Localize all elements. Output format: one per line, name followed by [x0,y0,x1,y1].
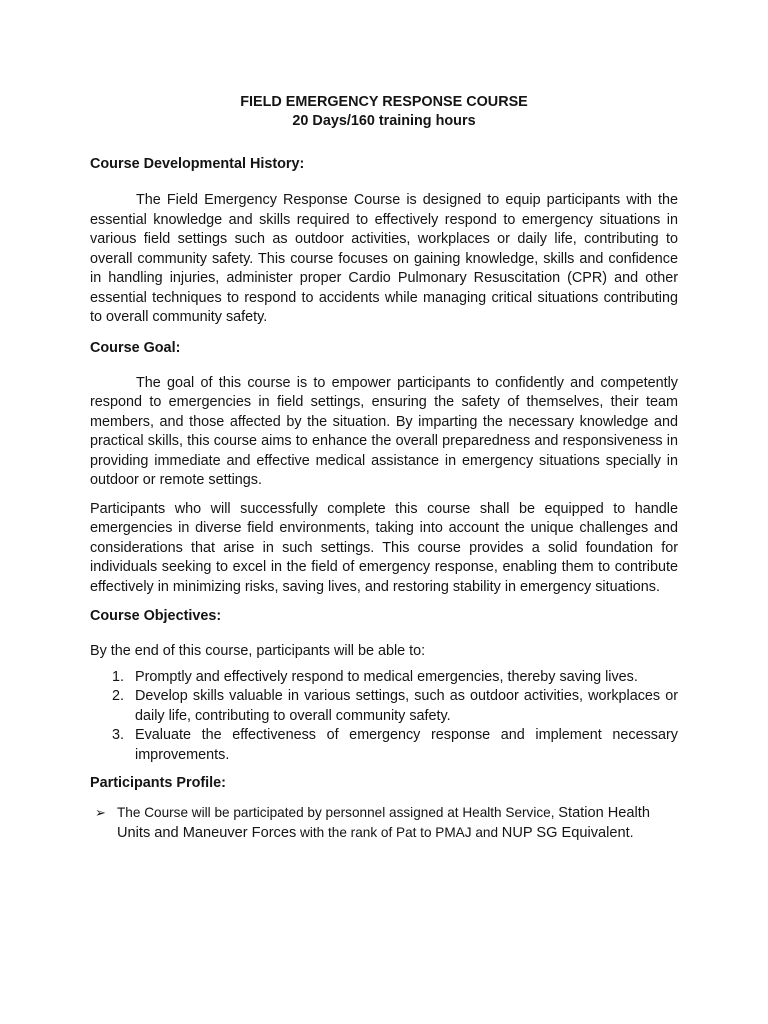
goal-paragraph-2: Participants who will successfully complete this course shall be equipped to handle emergencies in diverse field environments, taking into account the unique challenges and considerations that arise in such settings. This course provides a solid foundation for individuals seeking to excel in the field of emergency response, enabling them to contribute effectively in minimizing risks, saving lives, and restoring stability in emergency situations. [90,500,678,595]
objective-text: Evaluate the effectiveness of emergency response and implement necessary improvements. [135,727,678,763]
document-subtitle: 20 Days/160 training hours [292,113,476,129]
profile-text-1: The Course will be participated by personnel assigned at Health Service, [117,805,559,820]
objective-text: Develop skills valuable in various settings, such as outdoor activities, workplaces or daily life, contributing to overall community safety. [135,688,678,724]
objectives-heading: Course Objectives: [90,608,222,624]
profile-text-4: NUP SG Equivalent [501,825,630,841]
goal-paragraph: The goal of this course is to empower participants to confidently and competently respond to emergencies in field settings, ensuring the safety of themselves, their team members, and those affected by the situation. By imparting the necessary knowledge and practical skills, this course aims to enhance the overall preparedness and responsiveness in providing immediate and effective medical assistance in emergency situations specially in outdoor or remote settings. [90,374,678,488]
profile-heading: Participants Profile: [90,775,226,791]
profile-text-2: Station Health Units and Maneuver Forces [117,805,650,841]
objective-number: 3. [112,727,125,743]
objective-item [90,687,678,726]
profile-text-5: . [629,825,634,840]
objective-item [90,668,678,688]
profile-list [90,803,678,843]
document-page [90,93,678,843]
objective-number: 1. [112,668,125,685]
objectives-intro: By the end of this course, participants will be able to: [90,643,426,659]
profile-item [90,803,678,843]
arrow-bullet-icon: ➢ [95,805,106,820]
document-title: FIELD EMERGENCY RESPONSE COURSE [240,94,528,110]
objective-text: Promptly and effectively respond to medical emergencies, thereby saving lives. [135,668,638,685]
objective-item [90,726,678,765]
profile-text-3: with the rank of Pat to PMAJ and [296,825,502,840]
history-heading: Course Developmental History: [90,156,305,172]
history-paragraph: The Field Emergency Response Course is designed to equip participants with the essential knowledge and skills required to effectively respond to emergency situations in various field settings such as outdoor activities, workplaces or daily life, contributing to overall community safety. This course focuses on gaining knowledge, skills and confidence in handling injuries, administer proper Cardio Pulmonary Resuscitation (CPR) and other essential techniques to respond to accidents while managing critical situations contributing to overall community safety. [90,192,678,325]
goal-heading: Course Goal: [90,339,181,356]
objective-number: 2. [112,688,125,704]
objectives-list [90,668,678,766]
